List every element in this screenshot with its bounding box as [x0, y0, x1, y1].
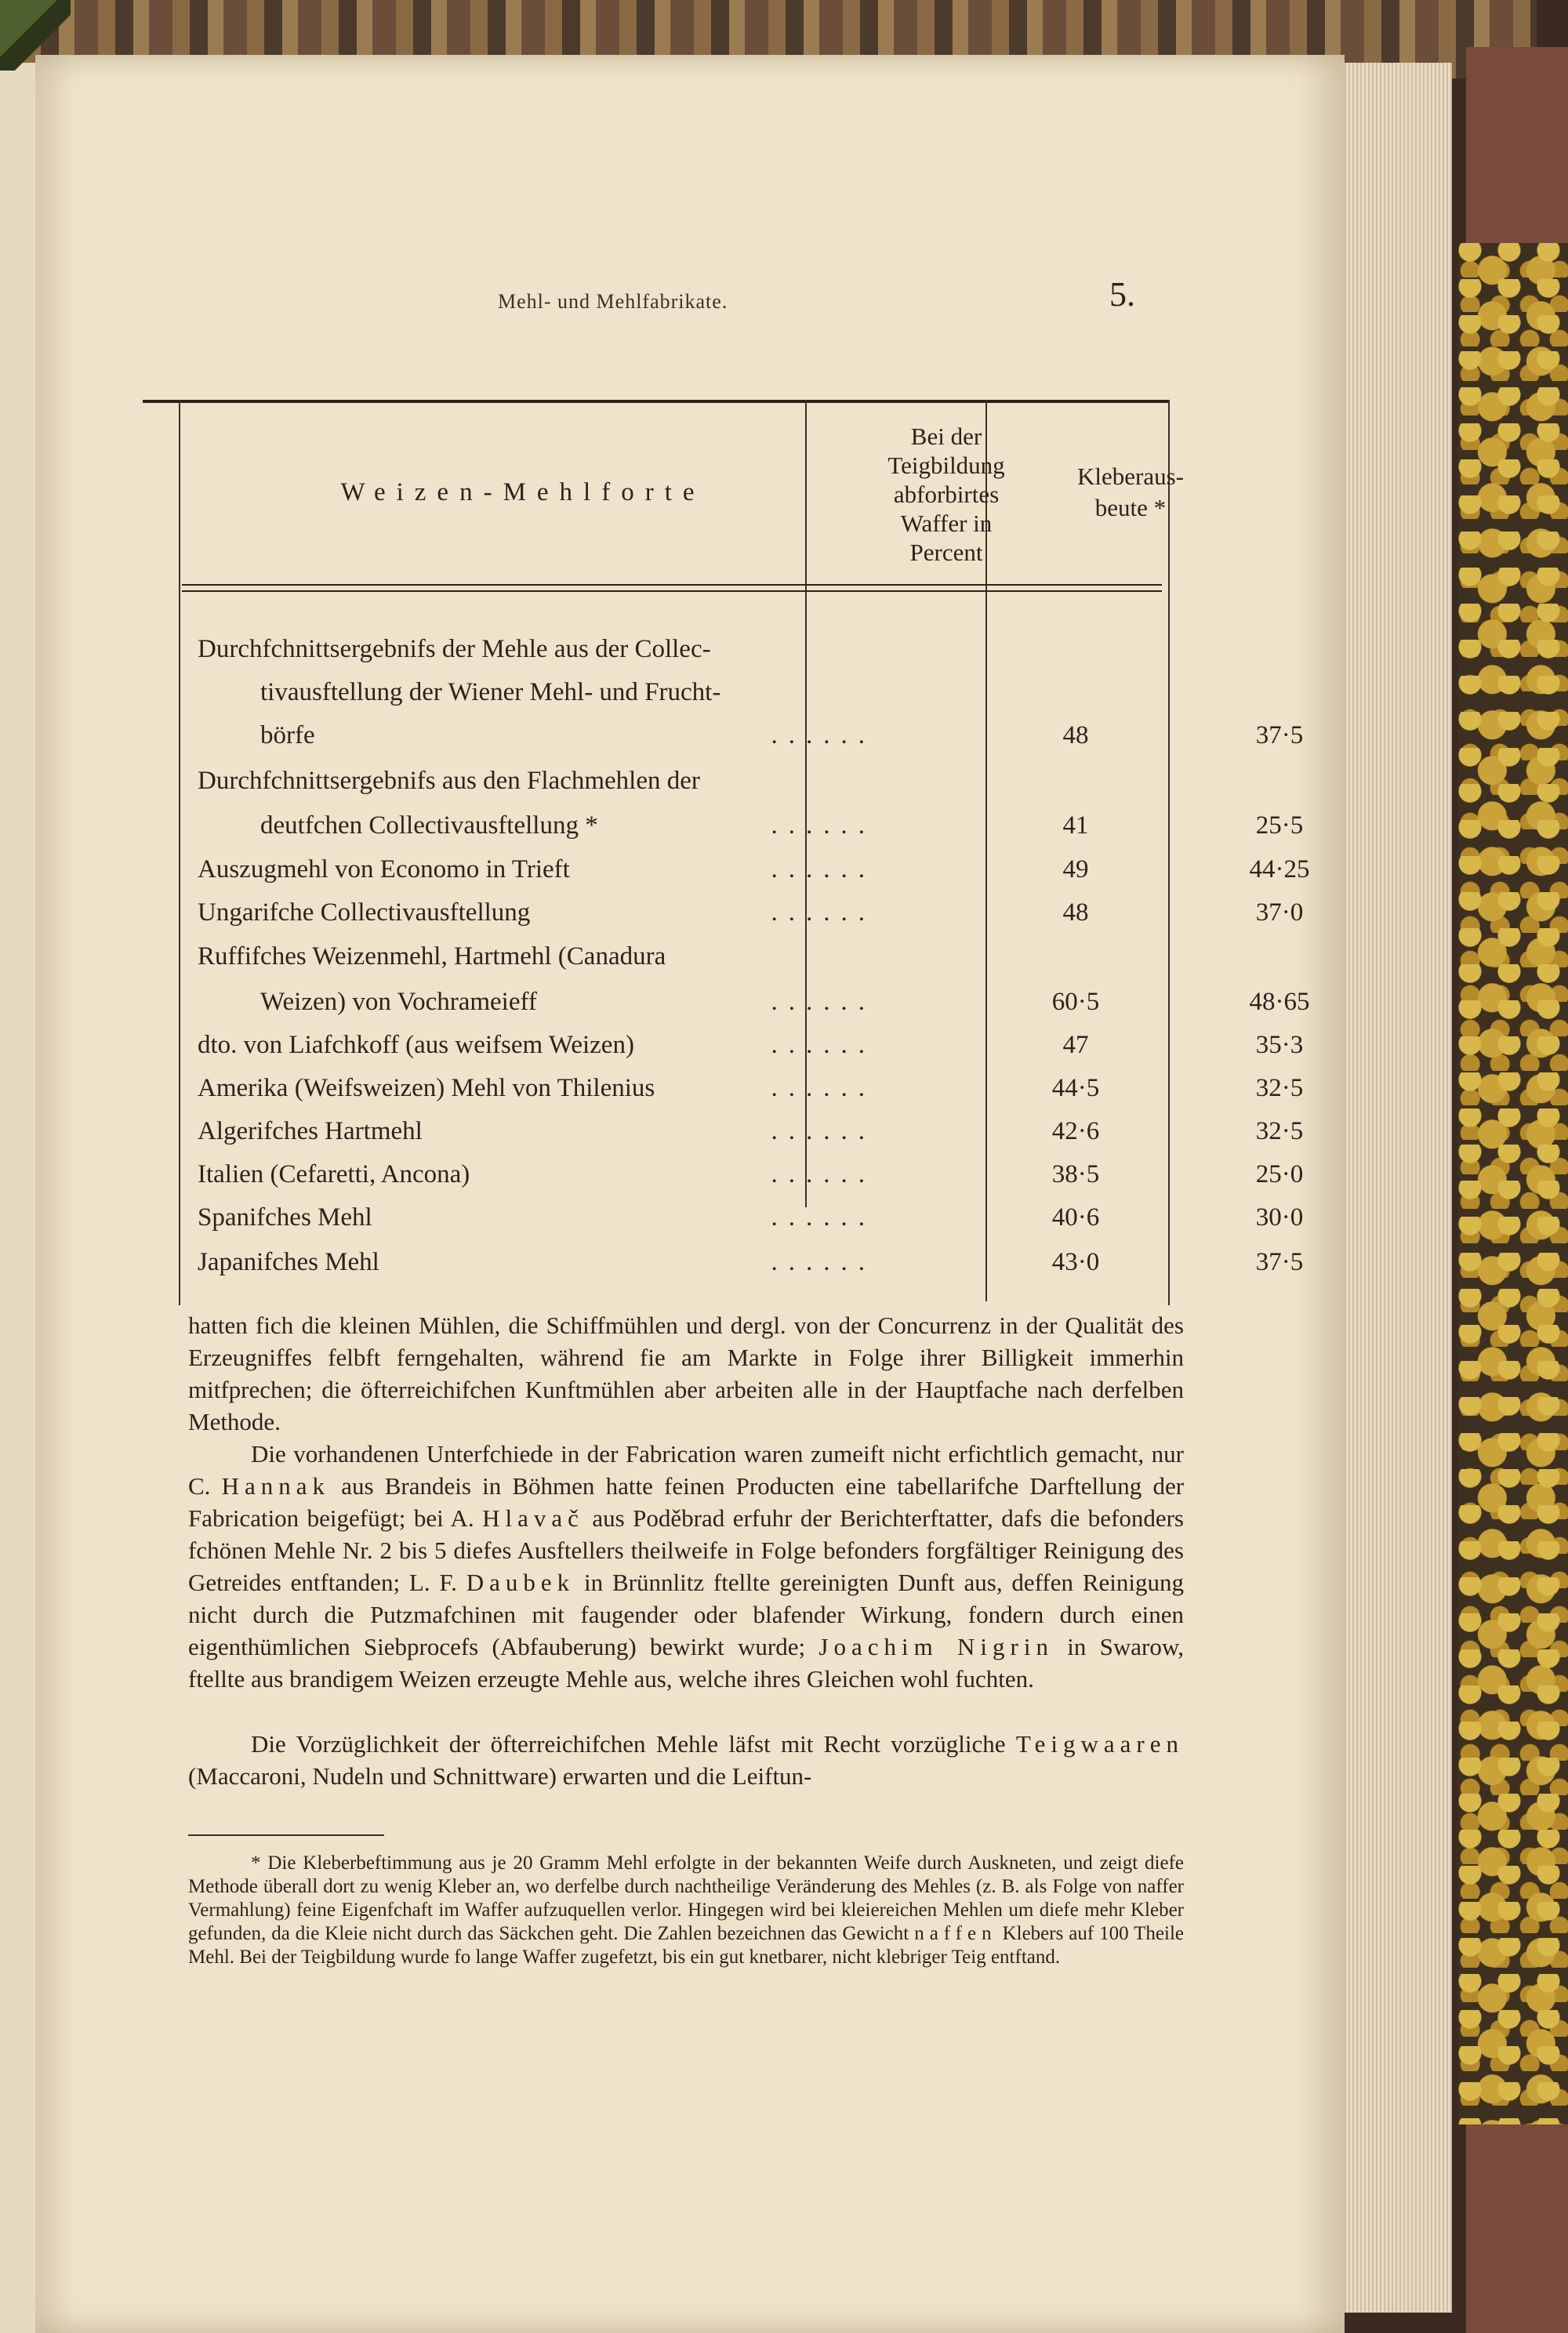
water-percent-value: 38·5	[1051, 1160, 1100, 1188]
leader-dots: ......	[771, 721, 876, 749]
header-weizen-mehlforte: Weizen-Mehlforte	[340, 478, 706, 506]
leader-dots: ......	[771, 988, 876, 1016]
body-paragraph-3: Die Vorzüglichkeit der öfterreichifchen Mehle läfst mit Recht vorzügliche Teigwaaren (Maccaroni, Nudeln und Schnittware) erwarten und die Leiftun-	[188, 1730, 1184, 1790]
row-label: Ungarifche Collectivausftellung	[198, 898, 531, 927]
water-percent-value: 43·0	[1051, 1248, 1100, 1276]
header-kleberausbeute: Kleberaus- beute *	[1077, 463, 1184, 521]
water-percent-value: 48	[1062, 898, 1089, 927]
table-top-rule	[143, 400, 1170, 403]
exhibitor-name: Daubek	[466, 1569, 575, 1596]
leader-dots: ......	[771, 1031, 876, 1059]
leader-dots: ......	[771, 898, 876, 927]
exhibitor-name: Hannak	[221, 1472, 331, 1500]
gluten-yield-value: 48·65	[1249, 988, 1310, 1016]
row-label: Spanifches Mehl	[198, 1203, 372, 1232]
row-label: Durchfchnittsergebnifs aus den Flachmehlen der	[198, 767, 700, 795]
body-paragraph-2: Die vorhandenen Unterfchiede in der Fabrication waren zumeift nicht erfichtlich gemacht, nur C. Hannak aus Brandeis in Böhmen hatte feinen Producten eine tabellarifche Darftellung der Fabrication beigefügt; bei A. Hlavač aus Poděbrad erfuhr der Berichterftatter, dafs die befonders fchönen Mehle Nr. 2 bis 5 diefes Ausftellers theilweife in Folge befonders forgfältiger Reinigung des Getreides entftanden; L. F. Daubek in Brünnlitz ftellte gereinigten Dunft aus, deffen Reinigung nicht durch die Putzmafchinen mit faugender oder blafender Wirkung, fondern durch einen eigenthümlichen Siebprocefs (Abfauberung) bewirkt wurde; Joachim Nigrin in Swarow, ftellte aus brandigem Weizen erzeugte Mehle aus, welche ihres Gleichen wohl fuchten.	[188, 1440, 1185, 1693]
row-label: dto. von Liafchkoff (aus weifsem Weizen)	[198, 1031, 634, 1059]
leader-dots: ......	[771, 1074, 876, 1102]
row-label: Italien (Cefaretti, Ancona)	[198, 1160, 470, 1188]
leader-dots: ......	[771, 1160, 876, 1188]
row-label: Weizen) von Vochrameieff	[260, 988, 537, 1016]
page-edges	[1333, 63, 1452, 2313]
marbled-endpaper	[1458, 243, 1568, 2124]
table-left-rule	[179, 400, 180, 1305]
body-paragraph-1: hatten fich die kleinen Mühlen, die Schiffmühlen und dergl. von der Concurrenz in der Qualität des Erzeugniffes felbft ferngehalten, während fie am Markte in Folge ihrer Billigkeit immerhin mitfprechen; die öfterreichifchen Kunftmühlen aber arbeiten alle in der Hauptfache nach derfelben Methode.	[188, 1312, 1184, 1435]
gluten-yield-value: 37·5	[1255, 1248, 1304, 1276]
leader-dots: ......	[771, 811, 876, 840]
leader-dots: ......	[771, 1248, 876, 1276]
left-page-edge	[0, 63, 38, 2333]
gluten-yield-value: 44·25	[1249, 855, 1310, 883]
row-label: deutfchen Collectivausftellung *	[260, 811, 598, 840]
row-label: tivausftellung der Wiener Mehl- und Frucht-	[260, 678, 721, 706]
footnote: * Die Kleberbeftimmung aus je 20 Gramm Mehl erfolgte in der bekannten Weife durch Auskneten, und zeigt diefe Methode überall dort zu wenig Kleber an, wo derfelbe durch nachtheilige Veränderung des Mehles (z. B. als Folge von naffer Vermahlung) feine Eigenfchaft im Waffer aufzuquellen verlor. Hingegen wird bei kleiereichen Mehlen um diefe mehr Kleber gefunden, da die Kleie nicht durch das Säckchen geht. Die Zahlen bezeichnen das Gewicht naffen Klebers auf 100 Theile Mehl. Bei der Teigbildung wurde fo lange Waffer zugefetzt, bis ein gut knetbarer, nicht klebriger Teig entftand.	[188, 1852, 1185, 1968]
table-header-rule	[182, 584, 1162, 592]
emphasized-term: Teigwaaren	[1015, 1730, 1184, 1758]
row-label: Ruffifches Weizenmehl, Hartmehl (Canadura	[198, 942, 666, 971]
water-percent-value: 49	[1062, 855, 1089, 883]
row-label: Algerifches Hartmehl	[198, 1117, 423, 1145]
table-right-rule	[1168, 400, 1170, 1305]
gluten-yield-value: 35·3	[1255, 1031, 1304, 1059]
water-percent-value: 42·6	[1051, 1117, 1100, 1145]
water-percent-value: 44·5	[1051, 1074, 1100, 1102]
flour-table	[143, 400, 1310, 1305]
row-label: Japanifches Mehl	[198, 1248, 379, 1276]
gluten-yield-value: 25·0	[1255, 1160, 1304, 1188]
gluten-yield-value: 37·5	[1255, 721, 1304, 749]
gluten-yield-value: 32·5	[1255, 1074, 1304, 1102]
water-percent-value: 48	[1062, 721, 1089, 749]
row-label: Amerika (Weifsweizen) Mehl von Thilenius	[198, 1074, 655, 1102]
gluten-yield-value: 30·0	[1255, 1203, 1304, 1232]
leader-dots: ......	[771, 1117, 876, 1145]
gluten-yield-value: 32·5	[1255, 1117, 1304, 1145]
row-label: börfe	[260, 721, 315, 749]
leader-dots: ......	[771, 1203, 876, 1232]
exhibitor-name: Hlavač	[482, 1504, 584, 1532]
book-page	[35, 55, 1345, 2333]
water-percent-value: 40·6	[1051, 1203, 1100, 1232]
water-percent-value: 47	[1062, 1031, 1089, 1059]
gluten-yield-value: 25·5	[1255, 811, 1304, 840]
gluten-yield-value: 37·0	[1255, 898, 1304, 927]
water-percent-value: 41	[1062, 811, 1089, 840]
row-label: Auszugmehl von Economo in Trieft	[198, 855, 570, 883]
water-percent-value: 60·5	[1051, 988, 1100, 1016]
running-head: Mehl- und Mehlfabrikate.	[498, 290, 728, 313]
leader-dots: ......	[771, 855, 876, 883]
page-number: 5.	[1109, 275, 1135, 314]
row-label: Durchfchnittsergebnifs der Mehle aus der Collec-	[198, 635, 711, 663]
footnote-rule	[188, 1834, 384, 1836]
exhibitor-name: Joachim Nigrin	[818, 1633, 1054, 1660]
header-wasser-percent: Bei der Teigbildung abforbirtes Waffer in Percent	[887, 423, 1005, 566]
